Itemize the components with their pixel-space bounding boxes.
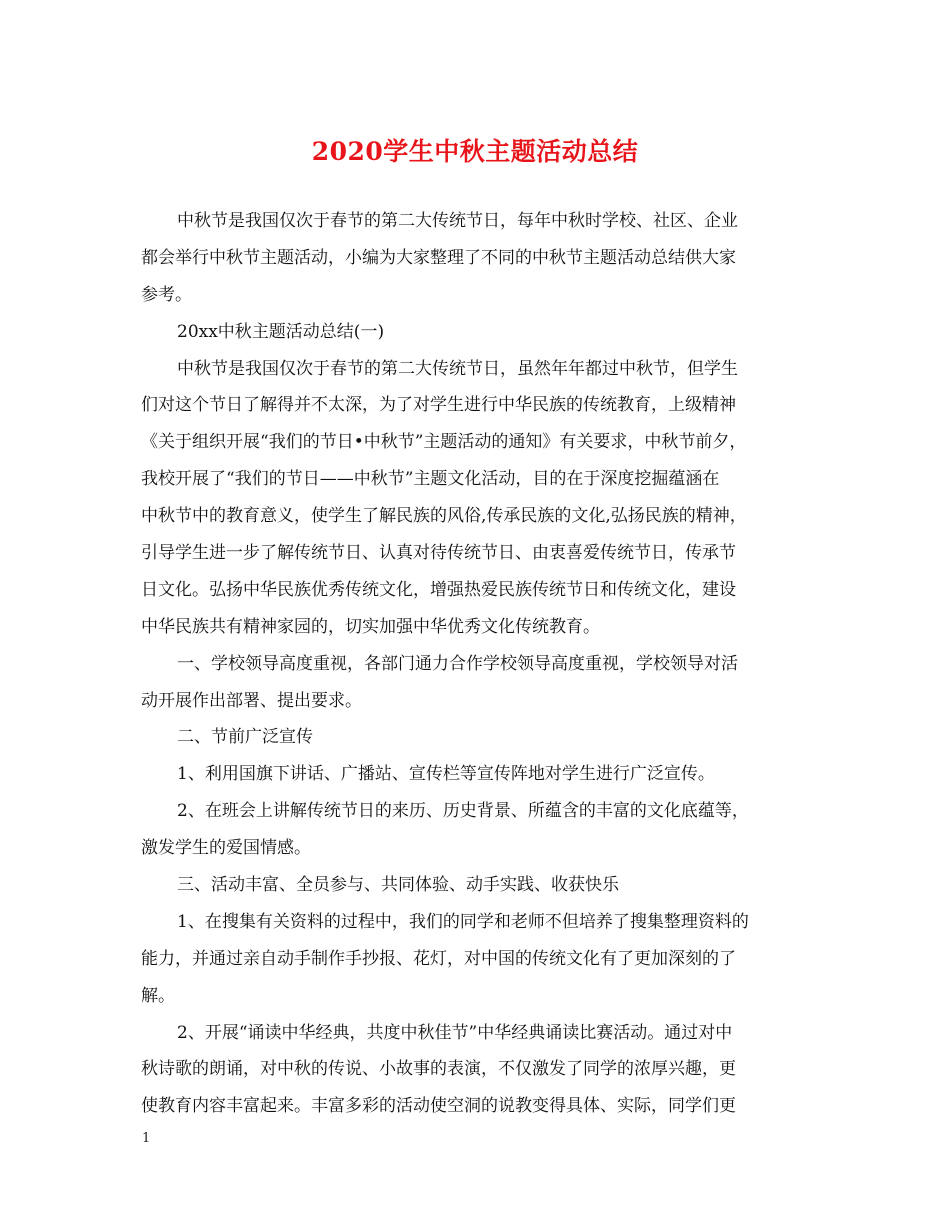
body-line: 我校开展了“我们的节日——中秋节”主题文化活动，目的在于深度挖掘蕴涵在: [141, 469, 720, 490]
body-line: 秋诗歌的朗诵，对中秋的传说、小故事的表演，不仅激发了同学的浓厚兴趣，更: [141, 1059, 736, 1080]
body-line: 20xx中秋主题活动总结(一): [177, 321, 385, 342]
body-line: 日文化。弘扬中华民族优秀传统文化，增强热爱民族传统节日和传统文化，建设: [141, 579, 736, 600]
body-line: 2、开展“诵读中华经典，共度中秋佳节”中华经典诵读比赛活动。通过对中: [177, 1022, 733, 1043]
body-line: 二、节前广泛宣传: [177, 727, 313, 748]
body-line: 使教育内容丰富起来。丰富多彩的活动使空洞的说教变得具体、实际，同学们更: [141, 1096, 736, 1117]
body-line: 中秋节中的教育意义，使学生了解民族的风俗,传承民族的文化,弘扬民族的精神，: [141, 506, 747, 527]
body-line: 1、利用国旗下讲话、广播站、宣传栏等宣传阵地对学生进行广泛宣传。: [177, 764, 715, 785]
body-line: 能力，并通过亲自动手制作手抄报、花灯，对中国的传统文化有了更加深刻的了: [141, 948, 736, 969]
body-line: 解。: [141, 985, 175, 1006]
body-line: 《关于组织开展“我们的节日•中秋节”主题活动的通知》有关要求，中秋节前夕，: [141, 432, 747, 453]
body-line: 动开展作出部署、提出要求。: [141, 690, 362, 711]
body-line: 们对这个节日了解得并不太深，为了对学生进行中华民族的传统教育，上级精神: [141, 395, 736, 416]
body-line: 激发学生的爱国情感。: [141, 838, 311, 859]
body-line: 中秋节是我国仅次于春节的第二大传统节日，虽然年年都过中秋节，但学生: [177, 358, 738, 379]
body-line: 1、在搜集有关资料的过程中，我们的同学和老师不但培养了搜集整理资料的: [177, 911, 749, 932]
document-body: [141, 203, 811, 1125]
document-title: 2020学生中秋主题活动总结: [311, 137, 639, 166]
body-line: 三、活动丰富、全员参与、共同体验、动手实践、收获快乐: [177, 875, 619, 896]
body-line: 一、学校领导高度重视，各部门通力合作学校领导高度重视，学校领导对活: [177, 653, 738, 674]
page-number: 1: [142, 1131, 151, 1146]
body-line: 参考。: [141, 284, 192, 305]
body-line: 引导学生进一步了解传统节日、认真对待传统节日、由衷喜爱传统节日，传承节: [141, 543, 736, 564]
body-line: 都会举行中秋节主题活动，小编为大家整理了不同的中秋节主题活动总结供大家: [141, 247, 736, 268]
body-line: 中秋节是我国仅次于春节的第二大传统节日，每年中秋时学校、社区、企业: [177, 211, 738, 231]
body-line: 中华民族共有精神家园的，切实加强中华优秀文化传统教育。: [141, 616, 600, 637]
body-line: 2、在班会上讲解传统节日的来历、历史背景、所蕴含的丰富的文化底蕴等，: [177, 801, 749, 822]
